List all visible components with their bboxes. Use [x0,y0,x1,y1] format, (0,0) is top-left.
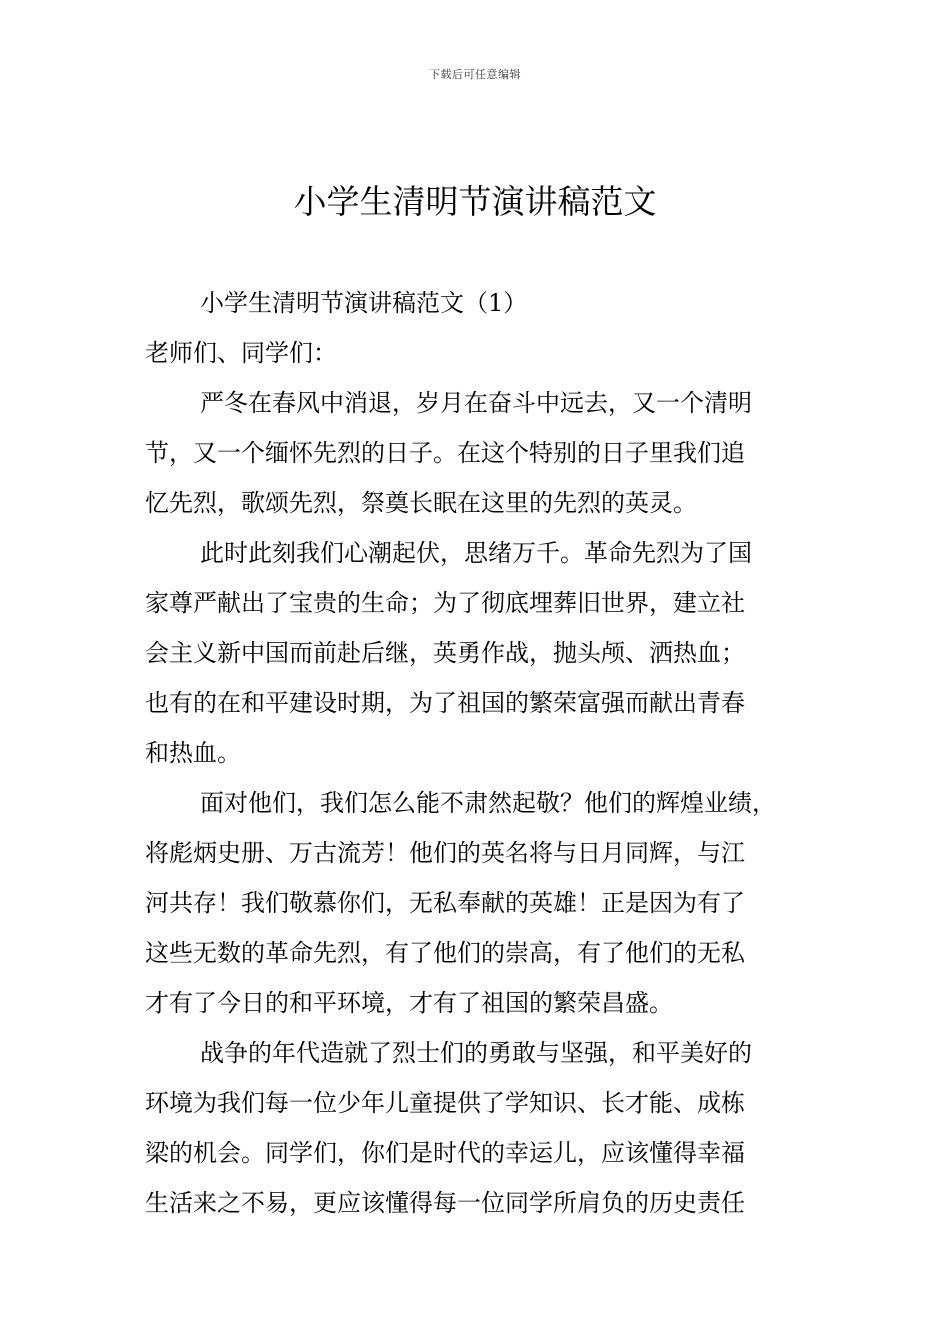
paragraph-line: 战争的年代造就了烈士们的勇敢与坚强，和平美好的 [200,1039,752,1067]
paragraph-line: 面对他们，我们怎么能不肃然起敬？他们的辉煌业绩， [200,789,776,817]
paragraph-line: 生活来之不易，更应该懂得每一位同学所肩负的历史责任 [145,1189,745,1217]
section-heading: 小学生清明节演讲稿范文（1） [200,289,528,317]
paragraph-line: 将彪炳史册、万古流芳！他们的英名将与日月同辉，与江 [145,839,745,867]
paragraph-line: 忆先烈，歌颂先烈，祭奠长眠在这里的先烈的英灵。 [145,489,697,517]
paragraph [145,378,810,528]
paragraph-line: 也有的在和平建设时期，为了祖国的繁荣富强而献出青春 [145,689,745,717]
paragraph-line: 河共存！我们敬慕你们，无私奉献的英雄！正是因为有了 [145,889,745,917]
paragraph-line: 梁的机会。同学们，你们是时代的幸运儿，应该懂得幸福 [145,1139,745,1167]
paragraph-line: 这些无数的革命先烈，有了他们的崇高，有了他们的无私 [145,939,745,967]
paragraph-line: 会主义新中国而前赴后继，英勇作战，抛头颅、洒热血； [145,639,745,667]
paragraph-line: 环境为我们每一位少年儿童提供了学知识、长才能、成栋 [145,1089,745,1117]
paragraph-line: 此时此刻我们心潮起伏，思绪万千。革命先烈为了国 [200,539,752,567]
paragraph [145,528,810,778]
paragraph-line: 节，又一个缅怀先烈的日子。在这个特别的日子里我们追 [145,439,745,467]
document-title: 小学生清明节演讲稿范文 [293,182,657,221]
paragraph-line: 严冬在春风中消退，岁月在奋斗中远去，又一个清明 [200,389,752,417]
paragraph-line: 才有了今日的和平环境，才有了祖国的繁荣昌盛。 [145,989,673,1017]
header-note: 下载后可任意编辑 [429,68,521,81]
document-body [145,278,810,1228]
paragraph [145,778,810,1028]
salutation: 老师们、同学们： [145,339,337,367]
paragraph-line: 和热血。 [145,739,241,767]
paragraph [145,1028,810,1228]
paragraph-line: 家尊严献出了宝贵的生命；为了彻底埋葬旧世界，建立社 [145,589,745,617]
